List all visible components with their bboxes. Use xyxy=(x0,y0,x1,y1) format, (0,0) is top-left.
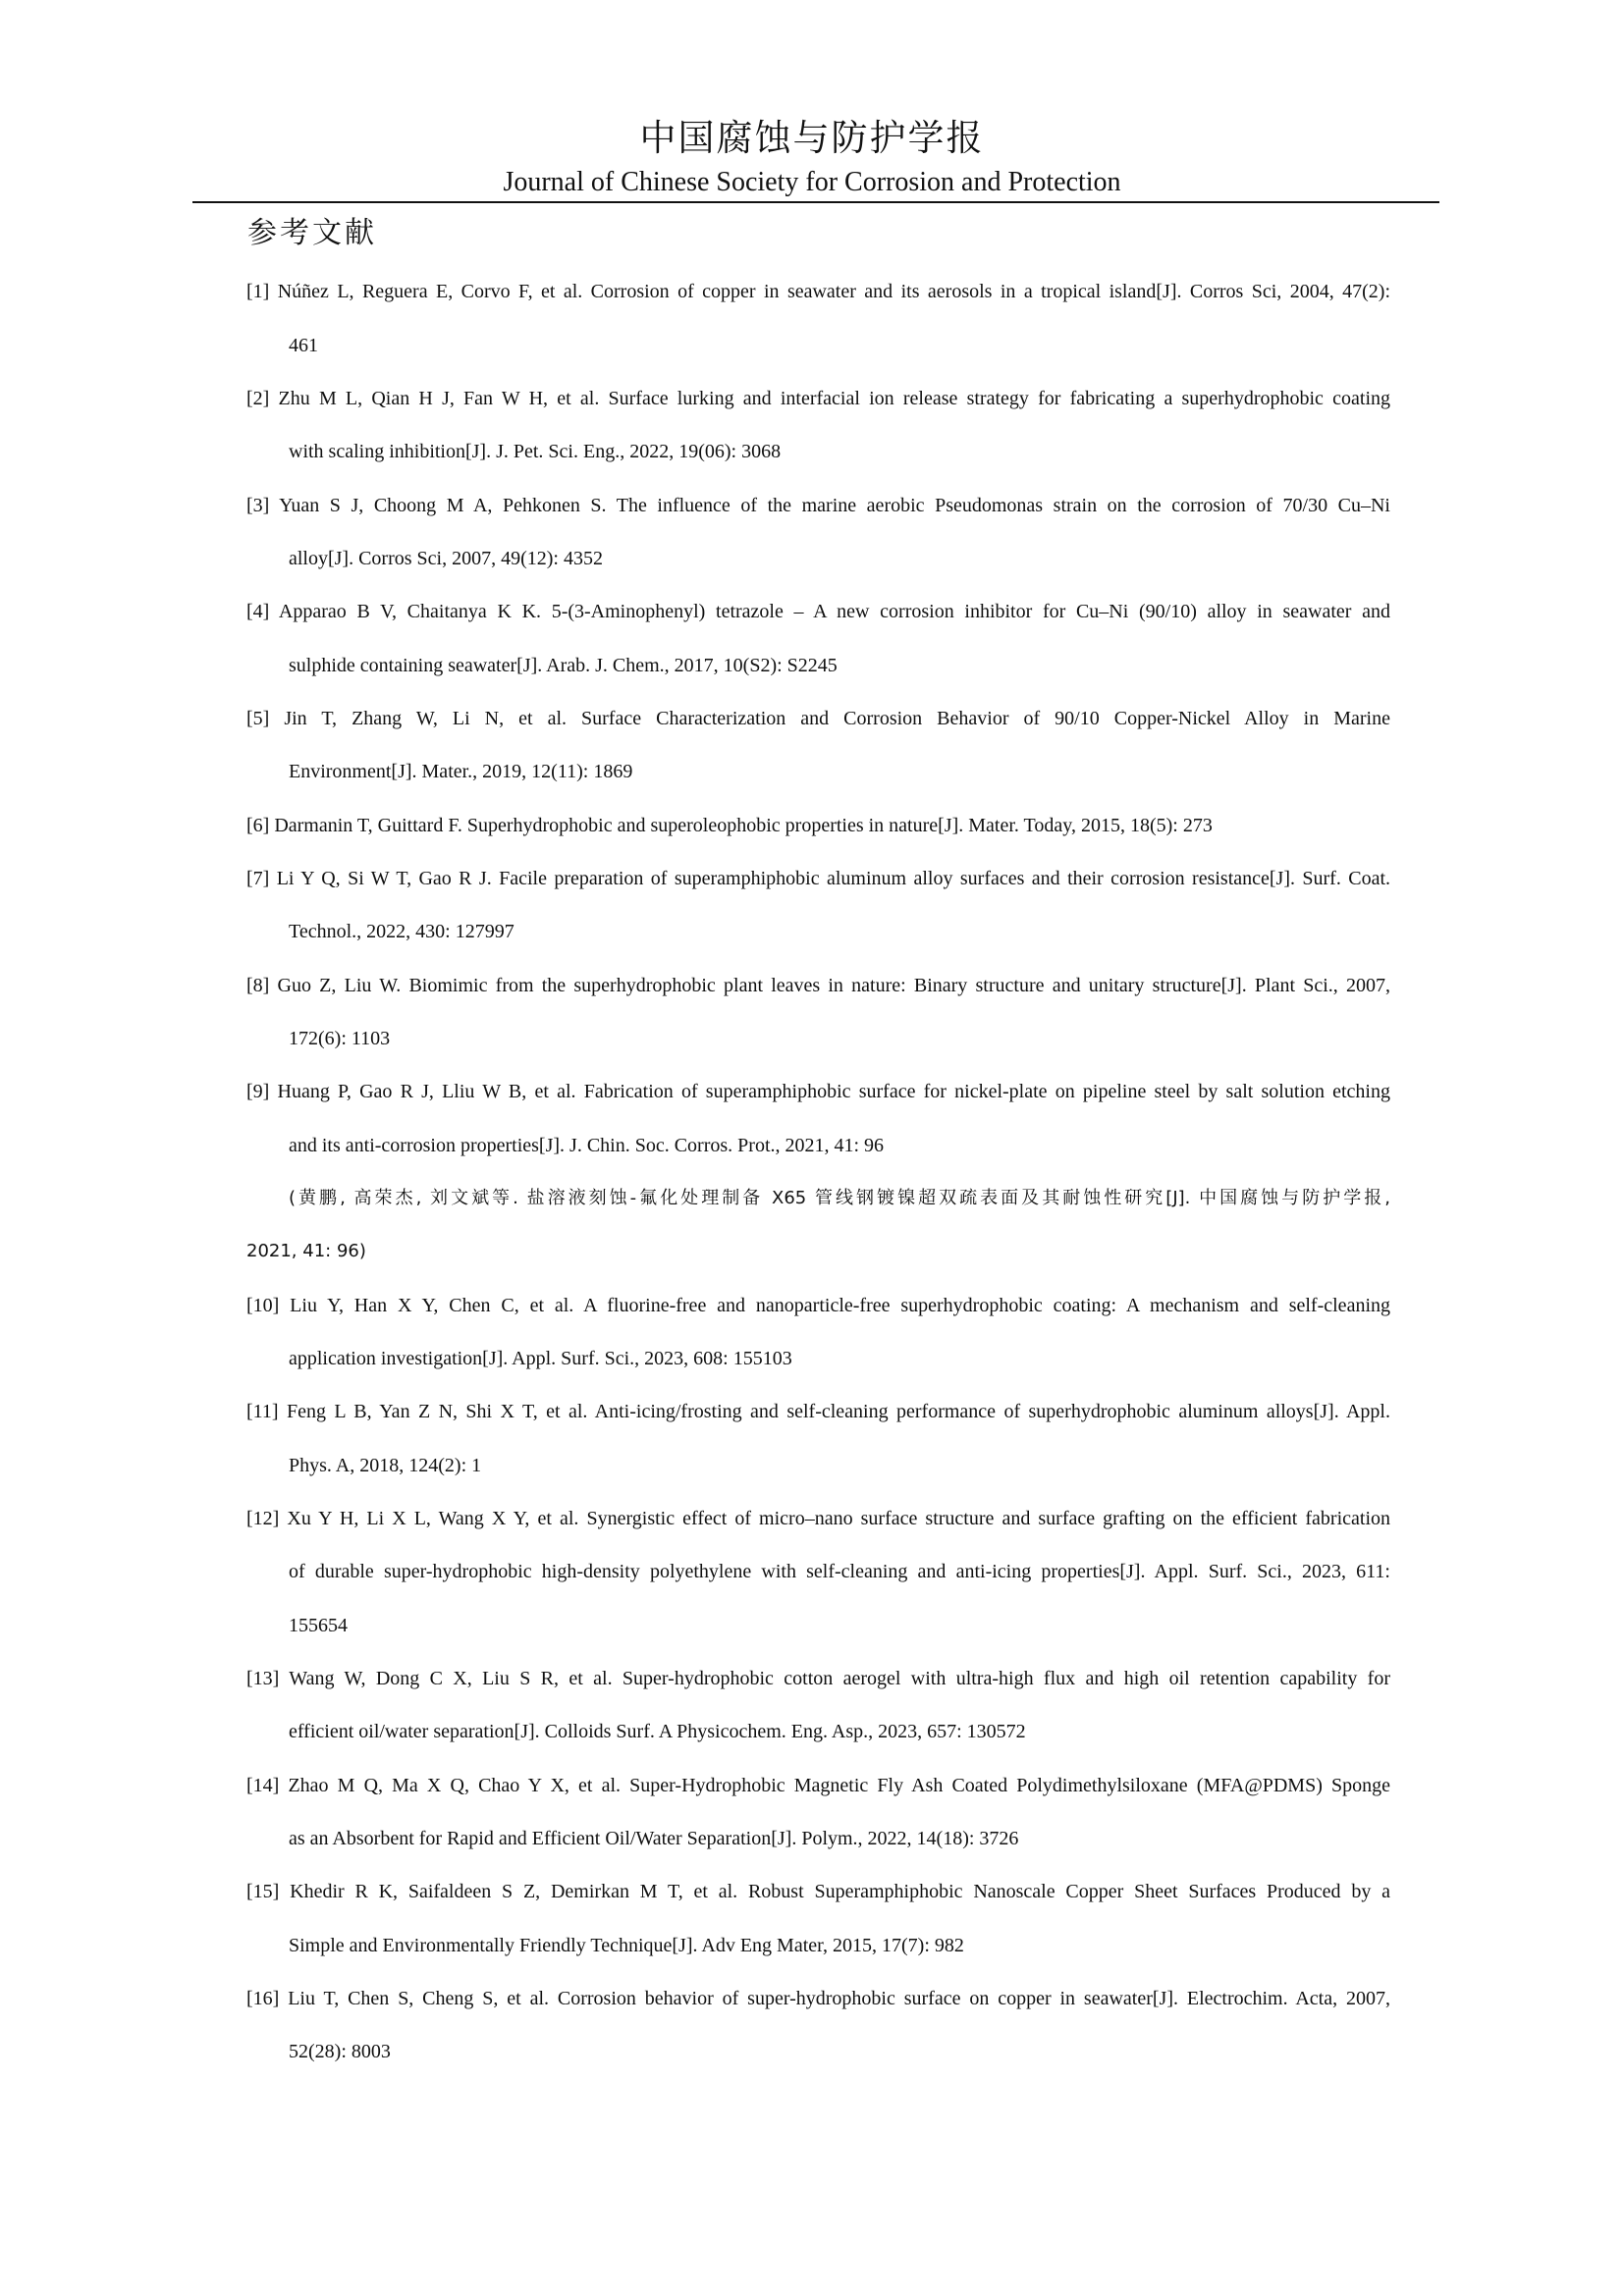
section-title: 参考文献 xyxy=(247,216,377,250)
journal-title-chinese: 中国腐蚀与防护学报 xyxy=(639,117,985,159)
reference-12-line-1: [12] Xu Y H, Li X L, Wang X Y, et al. Synergistic effect of micro–nano surface structure and surface grafting on the efficient fabrication xyxy=(246,1508,1390,1529)
reference-14-line-1: [14] Zhao M Q, Ma X Q, Chao Y X, et al. Super-Hydrophobic Magnetic Fly Ash Coated Polydimethylsiloxane (MFA@PDMS) Sponge xyxy=(246,1775,1390,1796)
reference-9-chinese-note-end: 2021, 41: 96) xyxy=(246,1241,366,1261)
reference-9-chinese-note: (黄鹏, 高荣杰, 刘文斌等. 盐溶液刻蚀-氟化处理制备 X65 管线钢镀镍超双疏表面及其耐蚀性研究[J]. 中国腐蚀与防护学报, xyxy=(289,1188,1390,1208)
reference-2-line-1: [2] Zhu M L, Qian H J, Fan W H, et al. Surface lurking and interfacial ion release strategy for fabricating a superhydrophobic coating xyxy=(246,388,1390,409)
reference-16-line-2: 52(28): 8003 xyxy=(289,2041,391,2062)
header-rule xyxy=(192,201,1439,203)
reference-7-line-2: Technol., 2022, 430: 127997 xyxy=(289,921,514,942)
reference-4-line-2: sulphide containing seawater[J]. Arab. J. Chem., 2017, 10(S2): S2245 xyxy=(289,655,838,676)
reference-1-line-1: [1] Núñez L, Reguera E, Corvo F, et al. Corrosion of copper in seawater and its aerosols in a tropical island[J]. Corros Sci, 2004, 47(2): xyxy=(246,281,1390,302)
journal-title-english: Journal of Chinese Society for Corrosion and Protection xyxy=(503,167,1121,197)
reference-8-line-2: 172(6): 1103 xyxy=(289,1028,391,1049)
reference-11-line-2: Phys. A, 2018, 124(2): 1 xyxy=(289,1455,482,1476)
reference-3-line-1: [3] Yuan S J, Choong M A, Pehkonen S. The influence of the marine aerobic Pseudomonas strain on the corrosion of 70/30 Cu–Ni xyxy=(246,495,1390,516)
reference-9-line-1: [9] Huang P, Gao R J, Lliu W B, et al. Fabrication of superamphiphobic surface for nickel-plate on pipeline steel by salt solution etching xyxy=(246,1081,1390,1102)
reference-13-line-1: [13] Wang W, Dong C X, Liu S R, et al. Super-hydrophobic cotton aerogel with ultra-high flux and high oil retention capability for xyxy=(246,1668,1390,1689)
reference-1-line-2: 461 xyxy=(289,335,318,356)
reference-8-line-1: [8] Guo Z, Liu W. Biomimic from the superhydrophobic plant leaves in nature: Binary structure and unitary structure[J]. Plant Sci., 2007, xyxy=(246,975,1390,996)
reference-16-line-1: [16] Liu T, Chen S, Cheng S, et al. Corrosion behavior of super-hydrophobic surface on copper in seawater[J]. Electrochim. Acta, 2007, xyxy=(246,1988,1390,2009)
reference-10-line-2: application investigation[J]. Appl. Surf. Sci., 2023, 608: 155103 xyxy=(289,1348,792,1369)
reference-13-line-2: efficient oil/water separation[J]. Colloids Surf. A Physicochem. Eng. Asp., 2023, 657: 130572 xyxy=(289,1721,1026,1742)
reference-10-line-1: [10] Liu Y, Han X Y, Chen C, et al. A fluorine-free and nanoparticle-free superhydrophobic coating: A mechanism and self-cleaning xyxy=(246,1295,1390,1316)
reference-2-line-2: with scaling inhibition[J]. J. Pet. Sci. Eng., 2022, 19(06): 3068 xyxy=(289,441,782,462)
reference-6-line-1: [6] Darmanin T, Guittard F. Superhydrophobic and superoleophobic properties in nature[J]. Mater. Today, 2015, 18(5): 273 xyxy=(246,815,1213,836)
reference-7-line-1: [7] Li Y Q, Si W T, Gao R J. Facile preparation of superamphiphobic aluminum alloy surfaces and their corrosion resistance[J]. Surf. Coat. xyxy=(246,868,1390,889)
reference-14-line-2: as an Absorbent for Rapid and Efficient Oil/Water Separation[J]. Polym., 2022, 14(18): 3726 xyxy=(289,1828,1019,1849)
reference-15-line-2: Simple and Environmentally Friendly Technique[J]. Adv Eng Mater, 2015, 17(7): 982 xyxy=(289,1935,964,1956)
reference-9-line-2: and its anti-corrosion properties[J]. J. Chin. Soc. Corros. Prot., 2021, 41: 96 xyxy=(289,1135,885,1156)
reference-5-line-1: [5] Jin T, Zhang W, Li N, et al. Surface Characterization and Corrosion Behavior of 90/10 Copper-Nickel Alloy in Marine xyxy=(246,708,1390,729)
reference-12-line-3: 155654 xyxy=(289,1615,348,1636)
reference-15-line-1: [15] Khedir R K, Saifaldeen S Z, Demirkan M T, et al. Robust Superamphiphobic Nanoscale Copper Sheet Surfaces Produced by a xyxy=(246,1881,1390,1902)
reference-11-line-1: [11] Feng L B, Yan Z N, Shi X T, et al. Anti-icing/frosting and self-cleaning performance of superhydrophobic aluminum alloys[J]. Appl. xyxy=(246,1401,1390,1422)
reference-3-line-2: alloy[J]. Corros Sci, 2007, 49(12): 4352 xyxy=(289,548,603,569)
reference-5-line-2: Environment[J]. Mater., 2019, 12(11): 1869 xyxy=(289,761,633,782)
reference-4-line-1: [4] Apparao B V, Chaitanya K K. 5-(3-Aminophenyl) tetrazole – A new corrosion inhibitor for Cu–Ni (90/10) alloy in seawater and xyxy=(246,601,1390,622)
reference-12-line-2: of durable super-hydrophobic high-density polyethylene with self-cleaning and anti-icing properties[J]. Appl. Surf. Sci., 2023, 611: xyxy=(289,1561,1390,1582)
